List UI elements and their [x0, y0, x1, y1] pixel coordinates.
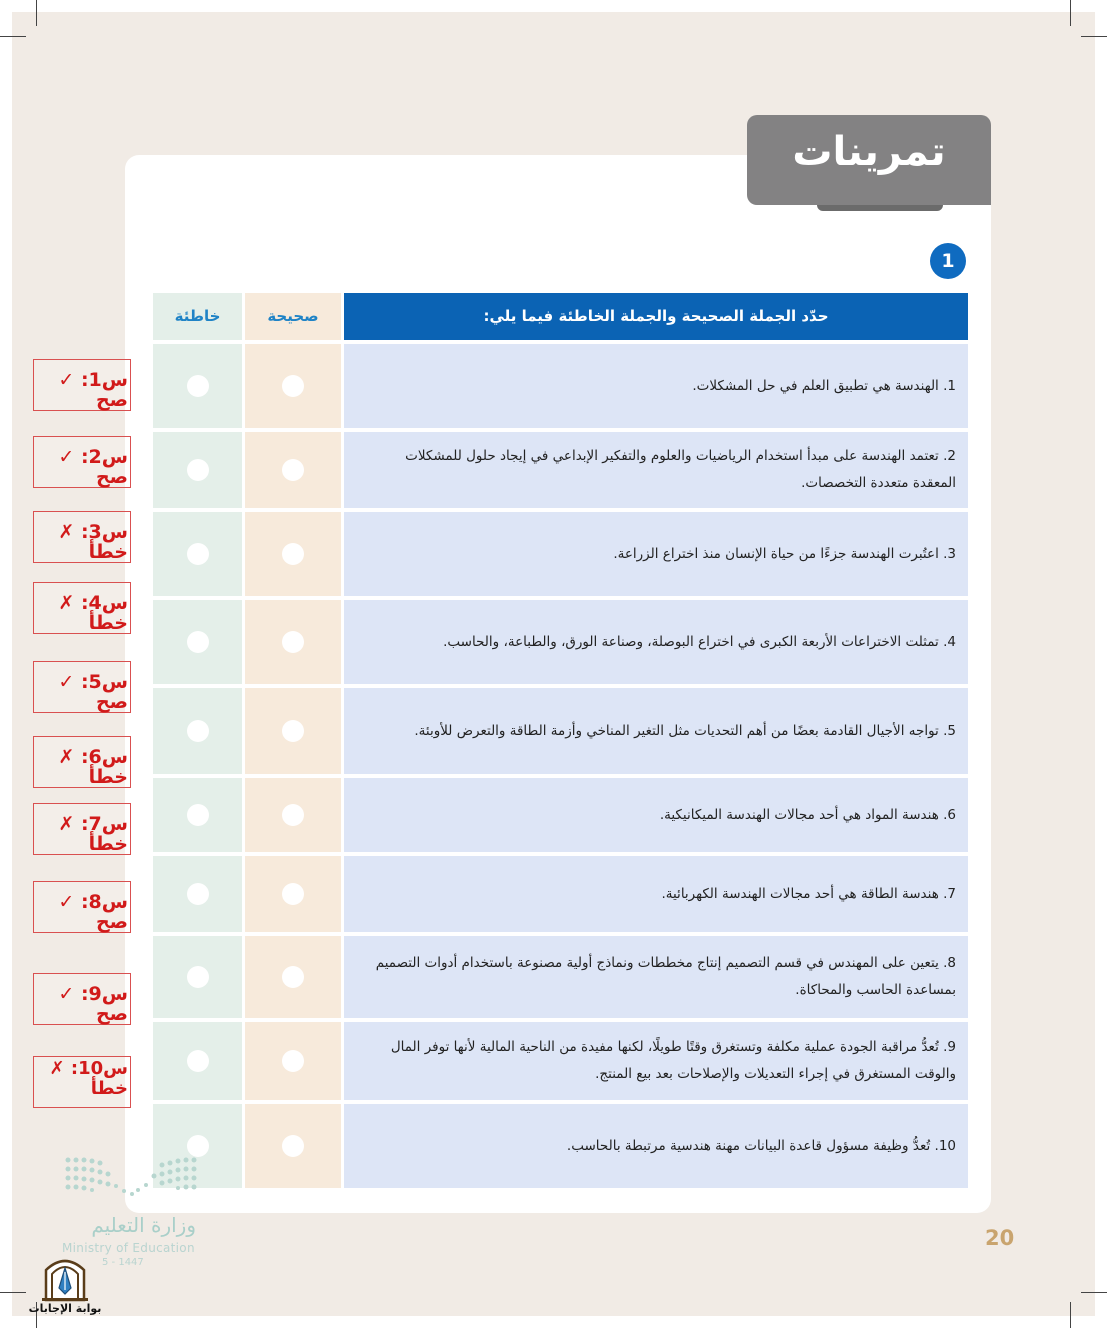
- ministry-year: 5 - 1447: [102, 1257, 144, 1268]
- true-radio[interactable]: [282, 631, 304, 653]
- true-radio[interactable]: [282, 966, 304, 988]
- false-radio[interactable]: [187, 631, 209, 653]
- answer-box: س10: ✗ خطأ: [33, 1056, 131, 1108]
- false-radio[interactable]: [187, 459, 209, 481]
- table-row: [153, 1022, 968, 1100]
- false-radio[interactable]: [187, 1050, 209, 1072]
- crop-mark: [1081, 36, 1107, 37]
- true-cell: [245, 936, 341, 1018]
- exercise-number-badge: 1: [930, 243, 966, 279]
- table-row: [153, 512, 968, 596]
- header-question: حدّد الجملة الصحيحة والجملة الخاطئة فيما يلي:: [344, 293, 968, 340]
- false-radio[interactable]: [187, 966, 209, 988]
- table-row: [153, 600, 968, 684]
- false-radio[interactable]: [187, 543, 209, 565]
- statement-text: 4. تمثلت الاختراعات الأربعة الكبرى في اختراع البوصلة، وصناعة الورق، والطباعة، والحاسب.: [344, 600, 968, 684]
- false-cell: [153, 778, 242, 852]
- table-row: [153, 344, 968, 428]
- statement-text: 8. يتعين على المهندس في قسم التصميم إنتاج مخططات ونماذج أولية مصنوعة باستخدام أدوات التصميم بمساعدة الحاسب والمحاكاة.: [344, 936, 968, 1018]
- answer-box: س7: ✗ خطأ: [33, 803, 131, 855]
- page-title: تمرينات: [792, 129, 946, 175]
- ministry-dots-icon: [62, 1155, 202, 1199]
- answers-portal-logo: [28, 1254, 102, 1320]
- crop-mark: [1081, 1292, 1107, 1293]
- table-row: [153, 688, 968, 774]
- statement-text: 10. تُعدُّ وظيفة مسؤول قاعدة البيانات مهنة هندسية مرتبطة بالحاسب.: [344, 1104, 968, 1188]
- answer-box: س3: ✗ خطأ: [33, 511, 131, 563]
- true-cell: [245, 512, 341, 596]
- false-cell: [153, 936, 242, 1018]
- crop-mark: [1070, 1302, 1071, 1328]
- table-row: [153, 778, 968, 852]
- statement-text: 6. هندسة المواد هي أحد مجالات الهندسة الميكانيكية.: [344, 778, 968, 852]
- portal-label: بوابة الإجابات: [28, 1302, 102, 1315]
- false-cell: [153, 856, 242, 932]
- true-cell: [245, 432, 341, 508]
- true-cell: [245, 600, 341, 684]
- statement-text: 1. الهندسة هي تطبيق العلم في حل المشكلات.: [344, 344, 968, 428]
- header-false: خاطئة: [153, 293, 242, 340]
- statement-text: 3. اعتُبرت الهندسة جزءًا من حياة الإنسان منذ اختراع الزراعة.: [344, 512, 968, 596]
- answer-box: س6: ✗ خطأ: [33, 736, 131, 788]
- true-radio[interactable]: [282, 459, 304, 481]
- true-radio[interactable]: [282, 883, 304, 905]
- false-radio[interactable]: [187, 1135, 209, 1157]
- table-row: [153, 432, 968, 508]
- true-cell: [245, 856, 341, 932]
- answer-box: س4: ✗ خطأ: [33, 582, 131, 634]
- false-cell: [153, 344, 242, 428]
- portal-emblem-icon: [28, 1254, 102, 1302]
- answer-box: س8: ✓ صح: [33, 881, 131, 933]
- true-cell: [245, 1022, 341, 1100]
- false-cell: [153, 600, 242, 684]
- true-radio[interactable]: [282, 375, 304, 397]
- answer-box: س1: ✓ صح: [33, 359, 131, 411]
- header-true: صحيحة: [245, 293, 341, 340]
- statement-text: 7. هندسة الطاقة هي أحد مجالات الهندسة الكهربائية.: [344, 856, 968, 932]
- page-number: 20: [985, 1226, 1015, 1250]
- ministry-name-arabic: وزارة التعليم: [91, 1213, 196, 1237]
- false-cell: [153, 688, 242, 774]
- false-radio[interactable]: [187, 804, 209, 826]
- crop-mark: [1070, 0, 1071, 26]
- false-radio[interactable]: [187, 720, 209, 742]
- true-radio[interactable]: [282, 720, 304, 742]
- false-cell: [153, 512, 242, 596]
- true-cell: [245, 688, 341, 774]
- crop-mark: [0, 36, 26, 37]
- answer-box: س5: ✓ صح: [33, 661, 131, 713]
- ministry-name-english: Ministry of Education: [62, 1241, 195, 1255]
- true-radio[interactable]: [282, 543, 304, 565]
- crop-mark: [36, 0, 37, 26]
- false-cell: [153, 1022, 242, 1100]
- statement-text: 2. تعتمد الهندسة على مبدأ استخدام الرياضيات والعلوم والتفكير الإبداعي في إيجاد حلول للمشكلات المعقدة متعددة التخصصات.: [344, 432, 968, 508]
- true-radio[interactable]: [282, 1050, 304, 1072]
- false-radio[interactable]: [187, 375, 209, 397]
- table-row: [153, 856, 968, 932]
- statement-text: 5. تواجه الأجيال القادمة بعضًا من أهم التحديات مثل التغير المناخي وأزمة الطاقة والتعرض للأوبئة.: [344, 688, 968, 774]
- true-cell: [245, 778, 341, 852]
- crop-mark: [0, 1292, 26, 1293]
- true-cell: [245, 1104, 341, 1188]
- table-row: [153, 1104, 968, 1188]
- statement-text: 9. تُعدُّ مراقبة الجودة عملية مكلفة وتستغرق وقتًا طويلًا، لكنها مفيدة من الناحية المالية لأنها توفر المال والوقت المستغرق في إجراء التعديلات والإصلاحات بعد بيع المنتج.: [344, 1022, 968, 1100]
- answer-box: س2: ✓ صح: [33, 436, 131, 488]
- table-row: [153, 936, 968, 1018]
- false-cell: [153, 432, 242, 508]
- answer-box: س9: ✓ صح: [33, 973, 131, 1025]
- true-radio[interactable]: [282, 804, 304, 826]
- false-radio[interactable]: [187, 883, 209, 905]
- title-underline: [817, 205, 943, 211]
- true-cell: [245, 344, 341, 428]
- title-tab: [747, 115, 991, 205]
- true-radio[interactable]: [282, 1135, 304, 1157]
